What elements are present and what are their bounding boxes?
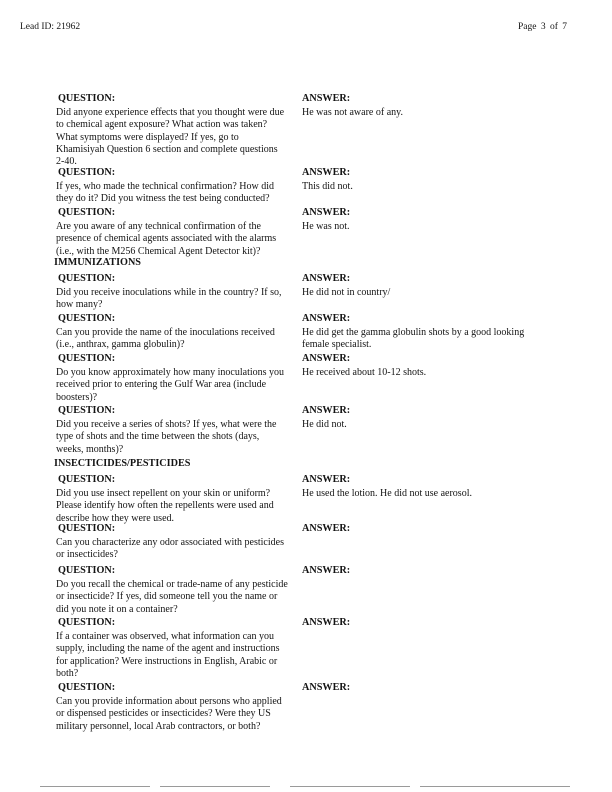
answer-label: ANSWER: [302, 474, 351, 485]
question-label: QUESTION: [58, 273, 116, 284]
answer-label: ANSWER: [302, 405, 351, 416]
answer-label: ANSWER: [302, 93, 351, 104]
question-text: If yes, who made the technical confirmation? How did they do it? Did you witness the test being conducted? [56, 181, 274, 205]
page-header-left: Lead ID: 21962 [20, 22, 81, 32]
answer-text: He did get the gamma globulin shots by a good looking female specialist. [302, 327, 525, 351]
question-label: QUESTION: [58, 523, 116, 534]
question-label: QUESTION: [58, 313, 116, 324]
scan-artifact-line [160, 786, 270, 787]
question-label: QUESTION: [58, 93, 116, 104]
answer-label: ANSWER: [302, 167, 351, 178]
question-label: QUESTION: [58, 167, 116, 178]
question-label: QUESTION: [58, 682, 116, 693]
question-label: QUESTION: [58, 565, 116, 576]
question-text: Are you aware of any technical confirmation of the presence of chemical agents associated with the alarms (i.e., with the M256 Chemical Agent Detector kit)? [56, 221, 277, 257]
question-label: QUESTION: [58, 405, 116, 416]
question-text: Can you characterize any odor associated with pesticides or insecticides? [56, 537, 284, 561]
answer-label: ANSWER: [302, 617, 351, 628]
question-label: QUESTION: [58, 353, 116, 364]
question-text: Do you recall the chemical or trade-name of any pesticide or insecticide? If yes, did someone tell you the name or did you note it on a container? [56, 579, 288, 615]
answer-text: He was not. [302, 221, 350, 232]
question-text: Did you receive inoculations while in the country? If so, how many? [56, 287, 282, 311]
answer-label: ANSWER: [302, 682, 351, 693]
question-text: Did you receive a series of shots? If yes, what were the type of shots and the time between the shots (days, weeks, months)? [56, 419, 277, 455]
answer-text: He was not aware of any. [302, 107, 403, 118]
answer-label: ANSWER: [302, 523, 351, 534]
answer-text: This did not. [302, 181, 353, 192]
answer-text: He did not. [302, 419, 347, 430]
answer-label: ANSWER: [302, 353, 351, 364]
question-text: Can you provide information about persons who applied or dispensed pesticides or insecticides? Were they US military personnel, local Arab contractors, or both? [56, 696, 282, 732]
answer-text: He used the lotion. He did not use aerosol. [302, 488, 472, 499]
question-text: Can you provide the name of the inoculations received (i.e., anthrax, gamma globulin)? [56, 327, 275, 351]
section-heading-insecticides: INSECTICIDES/PESTICIDES [54, 458, 191, 469]
question-text: Do you know approximately how many inoculations you received prior to entering the Gulf War area (include boosters)? [56, 367, 285, 403]
answer-label: ANSWER: [302, 565, 351, 576]
scan-artifact-line [420, 786, 570, 787]
answer-text: He did not in country/ [302, 287, 391, 298]
question-label: QUESTION: [58, 207, 116, 218]
section-heading-immunizations: IMMUNIZATIONS [54, 257, 141, 268]
answer-label: ANSWER: [302, 207, 351, 218]
question-text: Did you use insect repellent on your skin or uniform? Please identify how often the repellents were used and describe how they were used. [56, 488, 274, 524]
question-label: QUESTION: [58, 474, 116, 485]
answer-label: ANSWER: [302, 273, 351, 284]
scan-artifact-line [40, 786, 150, 787]
answer-label: ANSWER: [302, 313, 351, 324]
question-label: QUESTION: [58, 617, 116, 628]
answer-text: He received about 10-12 shots. [302, 367, 427, 378]
scan-artifact-line [290, 786, 410, 787]
question-text: Did anyone experience effects that you thought were due to chemical agent exposure? What action was taken? What symptoms were displayed? If yes, go to Khamisiyah Question 6 section and complete questions 2-40. [56, 107, 285, 168]
page-indicator: Page 3 of 7 [518, 22, 568, 32]
question-text: If a container was observed, what information can you supply, including the name of the agent and instructions for application? Were instructions in English, Arabic or both? [56, 631, 280, 679]
